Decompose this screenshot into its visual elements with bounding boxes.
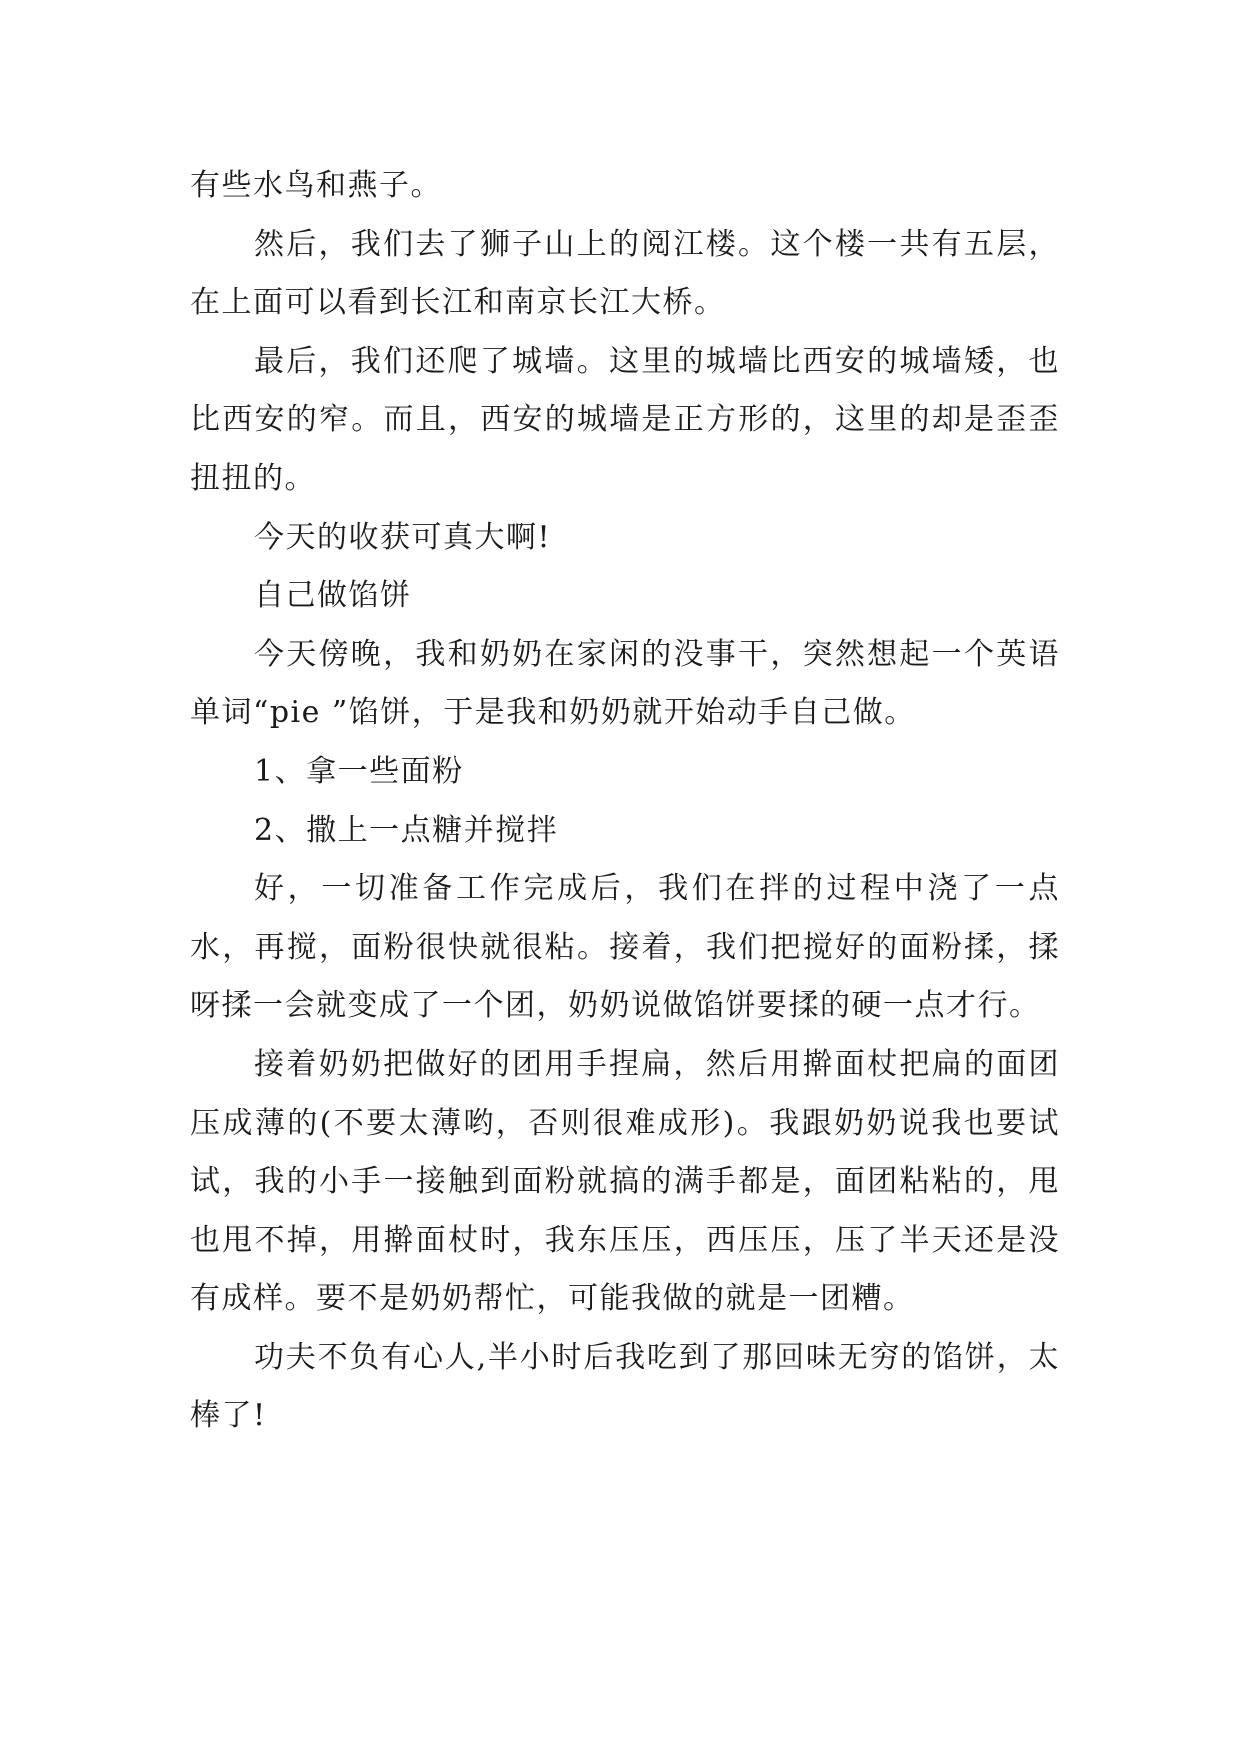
paragraph-ending: 功夫不负有心人,半小时后我吃到了那回味无穷的馅饼，太棒了! <box>190 1339 1060 1434</box>
paragraph-yuejiang-tower: 然后，我们去了狮子山上的阅江楼。这个楼一共有五层，在上面可以看到长江和南京长江大桥。 <box>190 226 1060 321</box>
paragraph-intro: 今天傍晚，我和奶奶在家闲的没事干，突然想起一个英语单词“pie ”馅饼，于是我和奶奶就开始动手自己做。 <box>190 636 1060 731</box>
paragraph-rolling: 接着奶奶把做好的团用手捏扁，然后用擀面杖把扁的面团压成薄的(不要太薄哟，否则很难成形)。我跟奶奶说我也要试试，我的小手一接触到面粉就搞的满手都是，面团粘粘的，甩也甩不掉，用擀面杖时，我东压压，西压压，压了半天还是没有成样。要不是奶奶帮忙，可能我做的就是一团糟。 <box>190 1046 1060 1317</box>
step-item-1: 1、拿一些面粉 <box>254 753 464 789</box>
paragraph-city-wall: 最后，我们还爬了城墙。这里的城墙比西安的城墙矮，也比西安的窄。而且，西安的城墙是正方形的，这里的却是歪歪扭扭的。 <box>190 343 1060 496</box>
paragraph-continuation: 有些水鸟和燕子。 <box>190 168 442 203</box>
paragraph-conclusion: 今天的收获可真大啊! <box>254 519 552 555</box>
essay-title: 自己做馅饼 <box>254 578 412 614</box>
step-item-2: 2、撒上一点糖并搅拌 <box>254 812 559 848</box>
document-body <box>190 157 1060 1446</box>
paragraph-kneading: 好，一切准备工作完成后，我们在拌的过程中浇了一点水，再搅，面粉很快就很粘。接着，我们把搅好的面粉揉，揉呀揉一会就变成了一个团，奶奶说做馅饼要揉的硬一点才行。 <box>190 871 1060 1024</box>
